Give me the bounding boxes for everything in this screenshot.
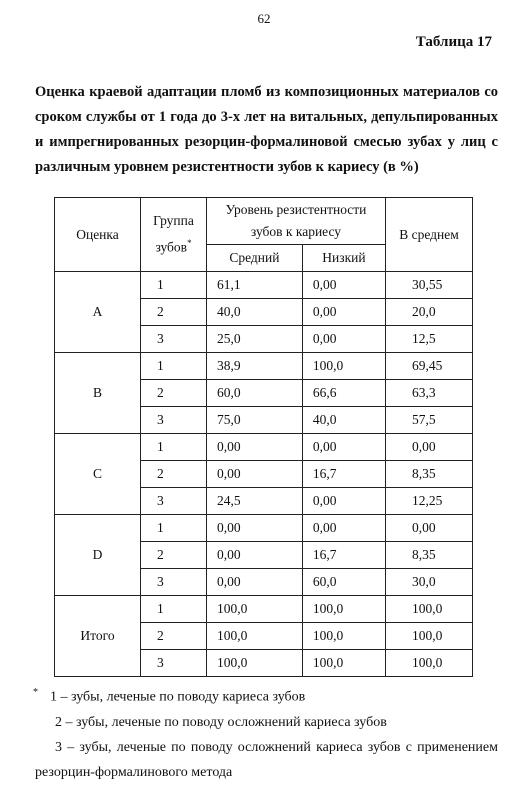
group-cell: 3 <box>141 569 207 596</box>
page-number: 62 <box>257 11 271 26</box>
data-table <box>54 197 473 677</box>
medium-value-cell: 0,00 <box>207 434 303 461</box>
medium-value-cell: 100,0 <box>207 623 303 650</box>
table-row <box>55 515 473 542</box>
medium-value-cell: 60,0 <box>207 380 303 407</box>
header-resistance-line2: зубов к кариесу <box>250 224 342 239</box>
average-value-cell: 100,0 <box>386 596 473 623</box>
footnote-1-text: 1 – зубы, леченые по поводу кариеса зубов <box>50 689 306 705</box>
medium-value-cell: 24,5 <box>207 488 303 515</box>
average-value-cell: 0,00 <box>386 434 473 461</box>
medium-value-cell: 0,00 <box>207 542 303 569</box>
medium-value-cell: 100,0 <box>207 650 303 677</box>
low-value-cell: 66,6 <box>302 380 385 407</box>
low-value-cell: 0,00 <box>302 299 385 326</box>
medium-value-cell: 25,0 <box>207 326 303 353</box>
header-resistance-line1: Уровень резистентности <box>225 202 367 217</box>
medium-value-cell: 40,0 <box>207 299 303 326</box>
low-value-cell: 0,00 <box>302 488 385 515</box>
header-group-line1: Группа <box>153 213 194 229</box>
average-value-cell: 57,5 <box>386 407 473 434</box>
group-cell: 2 <box>141 623 207 650</box>
medium-value-cell: 0,00 <box>207 515 303 542</box>
group-cell: 1 <box>141 515 207 542</box>
header-row <box>55 198 473 245</box>
header-medium: Средний <box>207 245 303 272</box>
low-value-cell: 0,00 <box>302 434 385 461</box>
low-value-cell: 100,0 <box>302 353 385 380</box>
group-cell: 3 <box>141 650 207 677</box>
grade-cell: Итого <box>55 596 141 677</box>
group-cell: 2 <box>141 299 207 326</box>
group-cell: 1 <box>141 272 207 299</box>
header-average: В среднем <box>386 198 473 272</box>
group-cell: 1 <box>141 596 207 623</box>
group-cell: 3 <box>141 488 207 515</box>
group-cell: 2 <box>141 461 207 488</box>
average-value-cell: 8,35 <box>386 461 473 488</box>
medium-value-cell: 38,9 <box>207 353 303 380</box>
medium-value-cell: 0,00 <box>207 569 303 596</box>
group-cell: 2 <box>141 542 207 569</box>
medium-value-cell: 100,0 <box>207 596 303 623</box>
low-value-cell: 100,0 <box>302 596 385 623</box>
table-label: Таблица 17 <box>415 34 492 50</box>
header-group <box>141 198 207 272</box>
table-caption: Оценка краевой адаптации пломб из композиционных материалов со сроком службы от 1 года до 3-х лет на витальных, депульпированных и импрегнированных резорцин-формалиновой смесью зубах у лиц с различным уровнем резистентности зубов к кариесу (в %) <box>35 84 498 175</box>
low-value-cell: 0,00 <box>302 515 385 542</box>
average-value-cell: 100,0 <box>386 650 473 677</box>
header-group-line2: зубов <box>155 239 188 255</box>
header-resistance <box>207 198 386 245</box>
table-row <box>55 434 473 461</box>
footnote-marker: * <box>187 238 192 249</box>
average-value-cell: 30,55 <box>386 272 473 299</box>
group-cell: 1 <box>141 434 207 461</box>
average-value-cell: 12,25 <box>386 488 473 515</box>
average-value-cell: 12,5 <box>386 326 473 353</box>
footnote-3: 3 – зубы, леченые по поводу осложнений кариеса зубов с применением <box>55 739 498 755</box>
low-value-cell: 16,7 <box>302 461 385 488</box>
table-row <box>55 272 473 299</box>
low-value-cell: 0,00 <box>302 326 385 353</box>
low-value-cell: 16,7 <box>302 542 385 569</box>
footnote-2: 2 – зубы, леченые по поводу осложнений кариеса зубов <box>55 714 387 730</box>
header-grade: Оценка <box>55 198 141 272</box>
footnotes <box>35 680 498 785</box>
average-value-cell: 69,45 <box>386 353 473 380</box>
table-row <box>55 596 473 623</box>
group-cell: 1 <box>141 353 207 380</box>
low-value-cell: 0,00 <box>302 272 385 299</box>
grade-cell: C <box>55 434 141 515</box>
medium-value-cell: 75,0 <box>207 407 303 434</box>
group-cell: 2 <box>141 380 207 407</box>
grade-cell: A <box>55 272 141 353</box>
average-value-cell: 63,3 <box>386 380 473 407</box>
grade-cell: B <box>55 353 141 434</box>
table-row <box>55 353 473 380</box>
low-value-cell: 40,0 <box>302 407 385 434</box>
low-value-cell: 100,0 <box>302 623 385 650</box>
group-cell: 3 <box>141 407 207 434</box>
header-low: Низкий <box>302 245 385 272</box>
group-cell: 3 <box>141 326 207 353</box>
footnote-3-continuation: резорцин-формалинового метода <box>35 764 233 780</box>
average-value-cell: 0,00 <box>386 515 473 542</box>
footnote-marker: * <box>33 687 38 698</box>
medium-value-cell: 0,00 <box>207 461 303 488</box>
medium-value-cell: 61,1 <box>207 272 303 299</box>
low-value-cell: 100,0 <box>302 650 385 677</box>
low-value-cell: 60,0 <box>302 569 385 596</box>
average-value-cell: 30,0 <box>386 569 473 596</box>
average-value-cell: 8,35 <box>386 542 473 569</box>
footnote-1 <box>35 680 498 710</box>
average-value-cell: 20,0 <box>386 299 473 326</box>
grade-cell: D <box>55 515 141 596</box>
average-value-cell: 100,0 <box>386 623 473 650</box>
